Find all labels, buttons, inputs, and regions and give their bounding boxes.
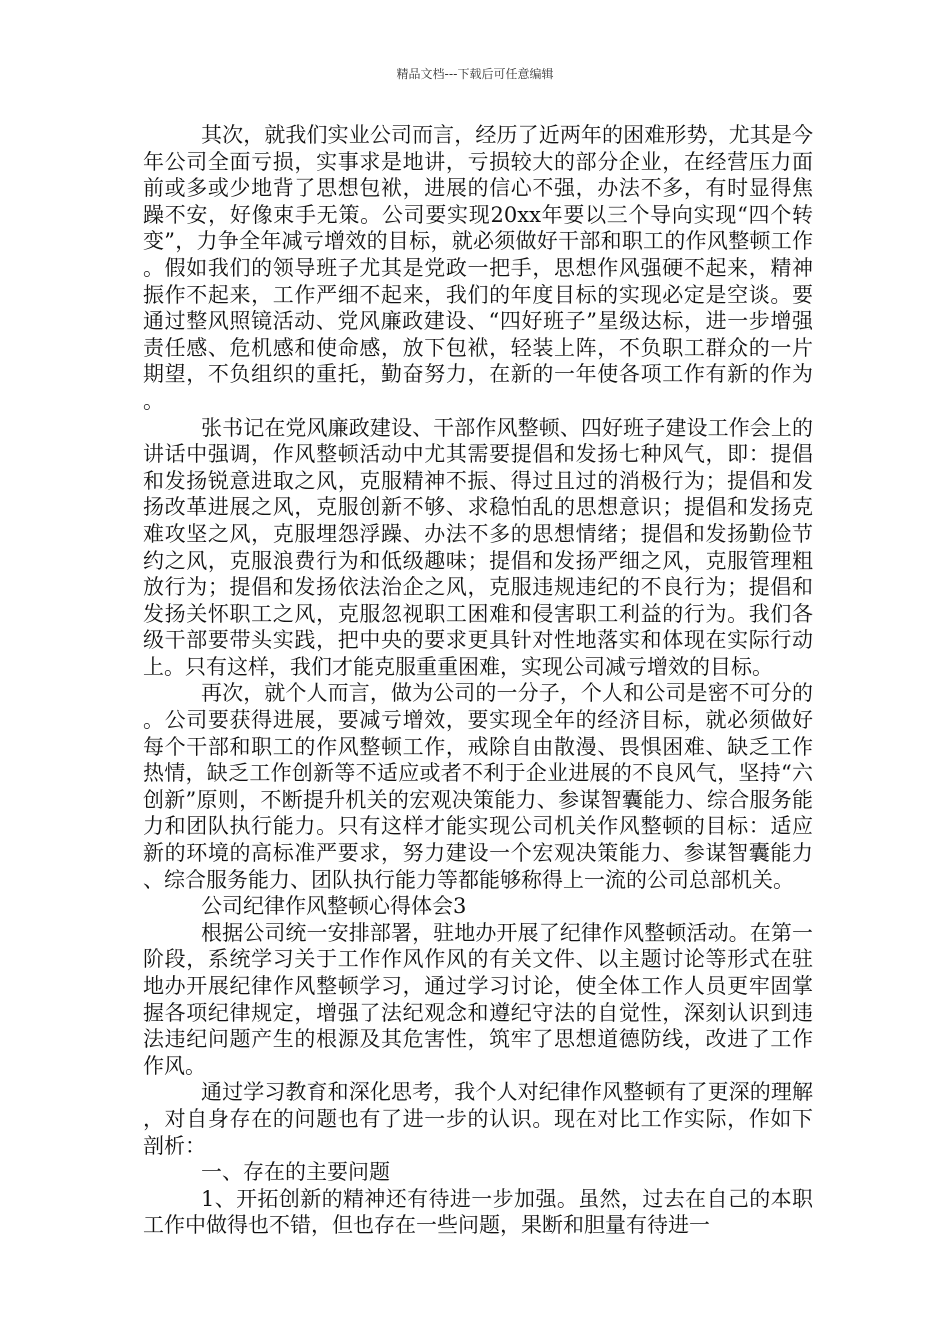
paragraph-individual: 再次，就个人而言，做为公司的一分子，个人和公司是密不可分的。公司要获得进展，要减亏增效，要实现全年的经济目标，就必须做好每个干部和职工的作风整顿工作，戒除自由散漫、畏惧困难、缺乏工作热情，缺乏工作创新等不适应或者不利于企业进展的不良风气，坚持“六创新”原则，不断提升机关的宏观决策能力、参谋智囊能力、综合服务能力和团队执行能力。只有这样才能实现公司机关作风整顿的目标：适应新的环境的高标准严要求，努力建设一个宏观决策能力、参谋智囊能力、综合服务能力、团队执行能力等都能够称得上一流的公司总部机关。 [143,681,813,892]
paragraph-company-situation: 其次，就我们实业公司而言，经历了近两年的困难形势，尤其是今年公司全面亏损，实事求是地讲，亏损较大的部分企业，在经营压力面前或多或少地背了思想包袱，进展的信心不强，办法不多，有时显得焦躁不安，好像束手无策。公司要实现20xx年要以三个导向实现“四个转变”，力争全年减亏增效的目标，就必须做好干部和职工的作风整顿工作。假如我们的领导班子尤其是党政一把手，思想作风强硬不起来，精神振作不起来，工作严细不起来，我们的年度目标的实现必定是空谈。要通过整风照镜活动、党风廉政建设、“四好班子”星级达标，进一步增强责任感、危机感和使命感，放下包袱，轻装上阵，不负职工群众的一片期望，不负组织的重托，勤奋努力，在新的一年使各项工作有新的作为。 [143,123,813,413]
subsection-title: 一、存在的主要问题 [201,1160,390,1185]
section-title: 公司纪律作风整顿心得体会3 [201,894,467,919]
paragraph-seven-styles: 张书记在党风廉政建设、干部作风整顿、四好班子建设工作会上的讲话中强调，作风整顿活动中尤其需要提倡和发扬七种风气，即：提倡和发扬锐意进取之风，克服精神不振、得过且过的消极行为；提倡和发扬改革进展之风，克服创新不够、求稳怕乱的思想意识；提倡和发扬克难攻坚之风，克服埋怨浮躁、办法不多的思想情绪；提倡和发扬勤俭节约之风，克服浪费行为和低级趣味；提倡和发扬严细之风，克服管理粗放行为；提倡和发扬依法治企之风，克服违规违纪的不良行为；提倡和发扬关怀职工之风，克服忽视职工困难和侵害职工利益的行为。我们各级干部要带头实践，把中央的要求更具针对性地落实和体现在实际行动上。只有这样，我们才能克服重重困难，实现公司减亏增效的目标。 [143,415,813,679]
paragraph-self-analysis: 通过学习教育和深化思考，我个人对纪律作风整顿有了更深的理解，对自身存在的问题也有了进一步的认识。现在对比工作实际，作如下剖析： [143,1080,813,1158]
paragraph-rectification-activity: 根据公司统一安排部署，驻地办开展了纪律作风整顿活动。在第一阶段，系统学习关于工作作风作风的有关文件、以主题讨论等形式在驻地办开展纪律作风整顿学习，通过学习讨论，使全体工作人员更牢固掌握各项纪律规定，增强了法纪观念和遵纪守法的自觉性，深刻认识到违法违纪问题产生的根源及其危害性，筑牢了思想道德防线，改进了工作作风。 [143,920,813,1078]
page-header: 精品文档---下载后可任意编辑 [396,67,554,81]
paragraph-issue-1: 1、开拓创新的精神还有待进一步加强。虽然，过去在自己的本职工作中做得也不错，但也存在一些问题，果断和胆量有待进一 [143,1186,813,1238]
document-body [143,122,813,1239]
